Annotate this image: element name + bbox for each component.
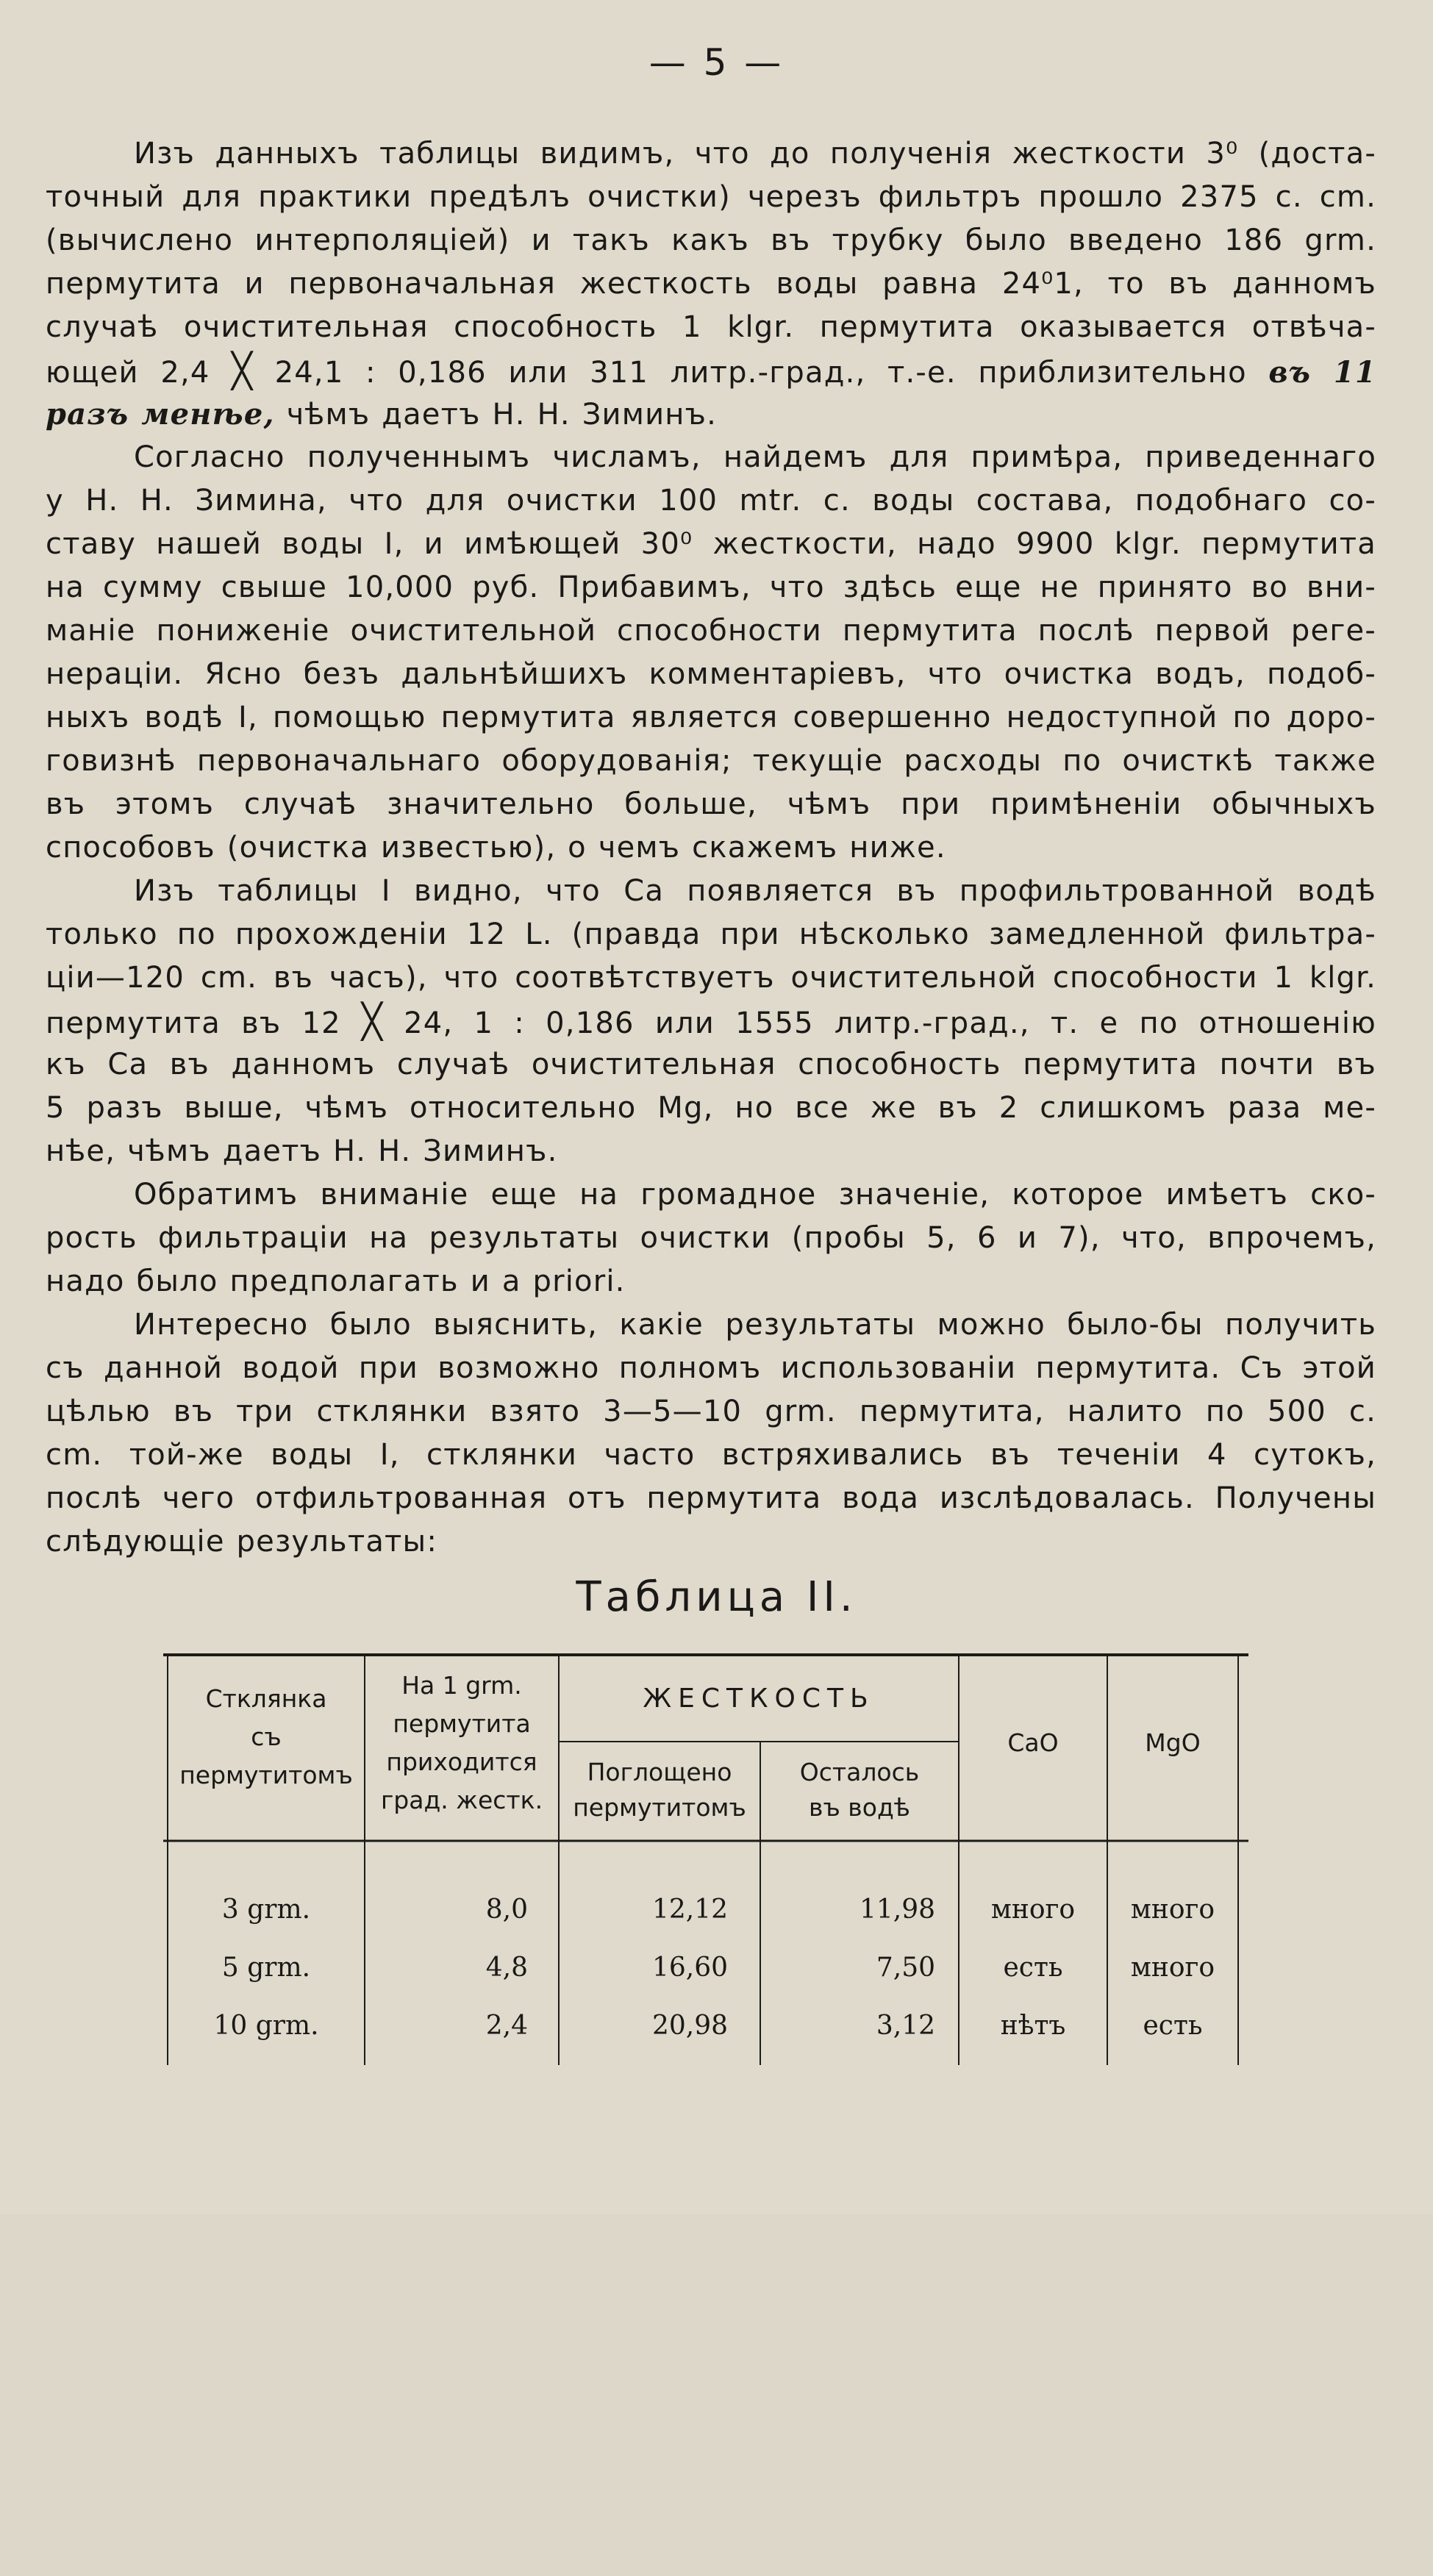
text-line: въ этомъ случаѣ значительно больше, чѣмъ при примѣненіи обычныхъ	[46, 787, 1376, 821]
text-fragment: чѣмъ даетъ Н. Н. Зиминъ.	[286, 398, 718, 432]
results-table	[163, 1653, 1248, 2576]
header-line: съ	[251, 1722, 282, 1751]
text-line: Согласно полученнымъ числамъ, найдемъ для примѣра, приведеннаго	[134, 440, 1376, 474]
header-line: Поглощено	[587, 1758, 732, 1786]
cell-flask: 3 grm.	[221, 1895, 311, 1925]
header-line: На 1 grm.	[401, 1671, 522, 1700]
cell-mgo: много	[1130, 1895, 1215, 1925]
text-line: cm. той-же воды I, стклянки часто встряхивались въ теченіи 4 сутокъ,	[46, 1438, 1376, 1472]
cell-per-grm: 8,0	[485, 1895, 528, 1925]
text-line: Обратимъ вниманіе еще на громадное значеніе, которое имѣетъ ско-	[134, 1178, 1376, 1212]
cell-cao: много	[990, 1895, 1076, 1925]
text-line: надо было предполагать и a priori.	[46, 1264, 626, 1298]
body-text	[46, 132, 1376, 1564]
cell-remaining: 7,50	[876, 1953, 935, 1983]
text-line: точный для практики предѣлъ очистки) черезъ фильтръ прошло 2375 с. cm.	[46, 180, 1376, 214]
text-line: Изъ данныхъ таблицы видимъ, что до полученія жесткости 3⁰ (доста-	[134, 137, 1376, 171]
text-line: нераціи. Ясно безъ дальнѣйшихъ комментаріевъ, что очистка водъ, подоб-	[46, 657, 1376, 691]
italic-fragment: разъ менѣе,	[46, 397, 275, 432]
text-line: на сумму свыше 10,000 руб. Прибавимъ, что здѣсь еще не принято во вни-	[46, 570, 1376, 604]
header-absorbed	[559, 1756, 760, 1824]
text-line	[46, 349, 1376, 393]
header-per-grm	[365, 1670, 559, 1817]
cell-absorbed: 12,12	[651, 1895, 728, 1925]
text-fragment: пермутита въ 12	[46, 1006, 341, 1040]
header-remaining	[760, 1756, 959, 1824]
italic-fragment: въ 11	[1268, 355, 1376, 390]
text-line: (вычислено интерполяціей) и такъ какъ въ трубку было введено 186 grm.	[46, 223, 1376, 257]
text-line: къ Ca въ данномъ случаѣ очистительная способность пермутита почти въ	[46, 1048, 1376, 1081]
text-fragment: ющей 2,4	[46, 356, 210, 390]
text-line: съ данной водой при возможно полномъ использованіи пермутита. Съ этой	[46, 1351, 1376, 1385]
text-line: нѣе, чѣмъ даетъ Н. Н. Зиминъ.	[46, 1134, 558, 1168]
cell-cao: нѣтъ	[1000, 2011, 1066, 2041]
header-line: пермутитомъ	[573, 1793, 746, 1822]
header-hardness-group: ЖЕСТКОСТЬ	[643, 1684, 875, 1714]
text-line: Интересно было выяснить, какіе результаты можно было-бы получить	[134, 1308, 1376, 1342]
header-flask	[168, 1683, 365, 1792]
text-line: Изъ таблицы I видно, что Ca появляется въ профильтрованной водѣ	[134, 874, 1376, 908]
text-line: у Н. Н. Зимина, что для очистки 100 mtr. с. воды состава, подобнаго со-	[46, 484, 1376, 518]
header-line: пермутита	[393, 1709, 531, 1738]
multiply-cross-icon: ╳	[361, 1001, 383, 1041]
cell-per-grm: 4,8	[485, 1953, 528, 1983]
text-line: цѣлью въ три стклянки взято 3—5—10 grm. пермутита, налито по 500 с.	[46, 1395, 1376, 1428]
text-line: ціи—120 cm. въ часъ), что соотвѣтствуетъ очистительной способности 1 klgr.	[46, 961, 1376, 995]
cell-absorbed: 20,98	[651, 2011, 728, 2041]
text-line: способовъ (очистка известью), о чемъ скажемъ ниже.	[46, 831, 946, 865]
text-line: только по прохожденіи 12 L. (правда при нѣсколько замедленной фильтра-	[46, 917, 1376, 951]
header-mgo: MgO	[1145, 1728, 1201, 1757]
page-number: — 5 —	[648, 41, 785, 84]
text-line: 5 разъ выше, чѣмъ относительно Mg, но все же въ 2 слишкомъ раза ме-	[46, 1091, 1376, 1125]
text-line: ставу нашей воды I, и имѣющей 30⁰ жесткости, надо 9900 klgr. пермутита	[46, 527, 1376, 561]
text-line	[46, 393, 1376, 436]
text-line: случаѣ очистительная способность 1 klgr. пермутита оказывается отвѣча-	[46, 310, 1376, 344]
text-fragment: 24, 1 : 0,186 или 1555 литр.-град., т. е по отношенію	[404, 1006, 1377, 1040]
cell-per-grm: 2,4	[485, 2011, 528, 2041]
text-line: маніе пониженіе очистительной способности пермутита послѣ первой реге-	[46, 614, 1376, 648]
header-cao: CaO	[1007, 1728, 1059, 1757]
multiply-cross-icon: ╳	[232, 351, 254, 390]
table-title: Таблица II.	[576, 1573, 857, 1621]
text-line	[46, 1000, 1376, 1043]
cell-remaining: 11,98	[859, 1895, 935, 1925]
text-line: говизнѣ первоначальнаго оборудованія; текущіе расходы по очисткѣ также	[46, 744, 1376, 778]
cell-absorbed: 16,60	[651, 1953, 728, 1983]
cell-flask: 5 grm.	[221, 1953, 311, 1983]
header-line: Осталось	[799, 1758, 920, 1786]
cell-flask: 10 grm.	[213, 2011, 319, 2041]
cell-remaining: 3,12	[876, 2011, 935, 2041]
text-line: пермутита и первоначальная жесткость воды равна 24⁰1, то въ данномъ	[46, 267, 1376, 301]
cell-cao: есть	[1003, 1953, 1063, 1983]
cell-mgo: есть	[1143, 2011, 1203, 2041]
text-line: послѣ чего отфильтрованная отъ пермутита вода изслѣдовалась. Получены	[46, 1481, 1376, 1515]
header-line: приходится	[386, 1747, 537, 1776]
text-fragment: 24,1 : 0,186 или 311 литр.-град., т.-е. приблизительно	[274, 356, 1247, 390]
cell-mgo: много	[1130, 1953, 1215, 1983]
text-line: слѣдующіе результаты:	[46, 1525, 438, 1559]
header-line: въ водѣ	[809, 1793, 910, 1822]
text-line: рость фильтраціи на результаты очистки (пробы 5, 6 и 7), что, впрочемъ,	[46, 1221, 1376, 1255]
header-line: пермутитомъ	[179, 1761, 353, 1789]
text-line: ныхъ водѣ I, помощью пермутита является совершенно недоступной по доро-	[46, 701, 1376, 734]
header-line: град. жестк.	[380, 1786, 543, 1814]
header-line: Стклянка	[205, 1684, 327, 1713]
